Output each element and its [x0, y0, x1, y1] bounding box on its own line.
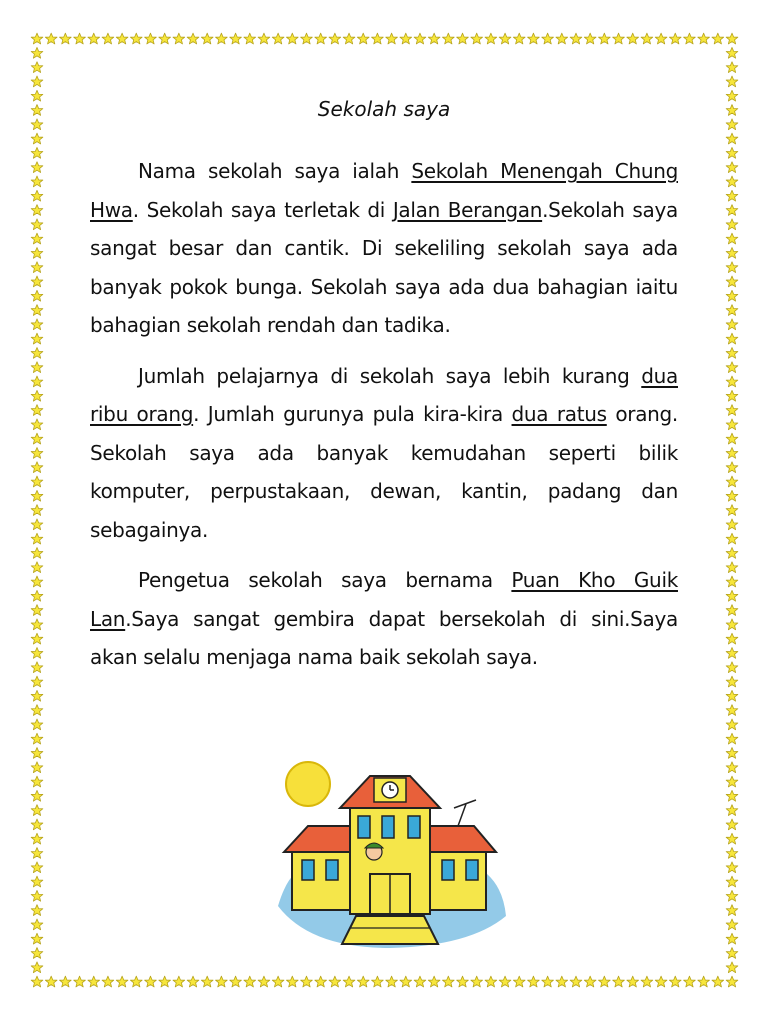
paragraph-text: Nama sekolah saya ialah	[138, 159, 412, 183]
document-body	[90, 92, 678, 689]
paragraph-text: .Saya sangat gembira dapat bersekolah di sini.Saya akan selalu menjaga nama baik sekolah saya.	[90, 606, 678, 669]
paragraph-text: Pengetua sekolah saya bernama	[138, 568, 512, 592]
underlined-text: Puan Kho Guik Lan	[90, 568, 678, 631]
paragraph-3	[90, 561, 678, 677]
underlined-text: dua ribu orang	[90, 363, 678, 426]
underlined-text: dua ratus	[511, 402, 607, 426]
paragraph-text: . Jumlah gurunya pula kira-kira	[193, 402, 512, 426]
paragraph-text: orang. Sekolah saya ada banyak kemudahan seperti bilik komputer, perpustakaan, dewan, kantin, padang dan sebagainya.	[90, 402, 678, 542]
paragraph-text: .Sekolah saya sangat besar dan cantik. Di sekeliling sekolah saya ada banyak pokok bunga. Sekolah saya ada dua bahagian iaitu bahagian sekolah rendah dan tadika.	[90, 197, 678, 337]
paragraph-text: . Sekolah saya terletak di	[132, 197, 393, 222]
underlined-text: Sekolah Menengah Chung Hwa	[90, 159, 678, 222]
school-building-icon	[270, 756, 510, 956]
paragraph-2	[90, 357, 678, 550]
paragraph-1	[90, 152, 678, 345]
underlined-text: Jalan Berangan	[392, 197, 543, 222]
document-title: Sekolah saya	[317, 97, 451, 121]
paragraph-text: Jumlah pelajarnya di sekolah saya lebih kurang	[138, 363, 642, 388]
